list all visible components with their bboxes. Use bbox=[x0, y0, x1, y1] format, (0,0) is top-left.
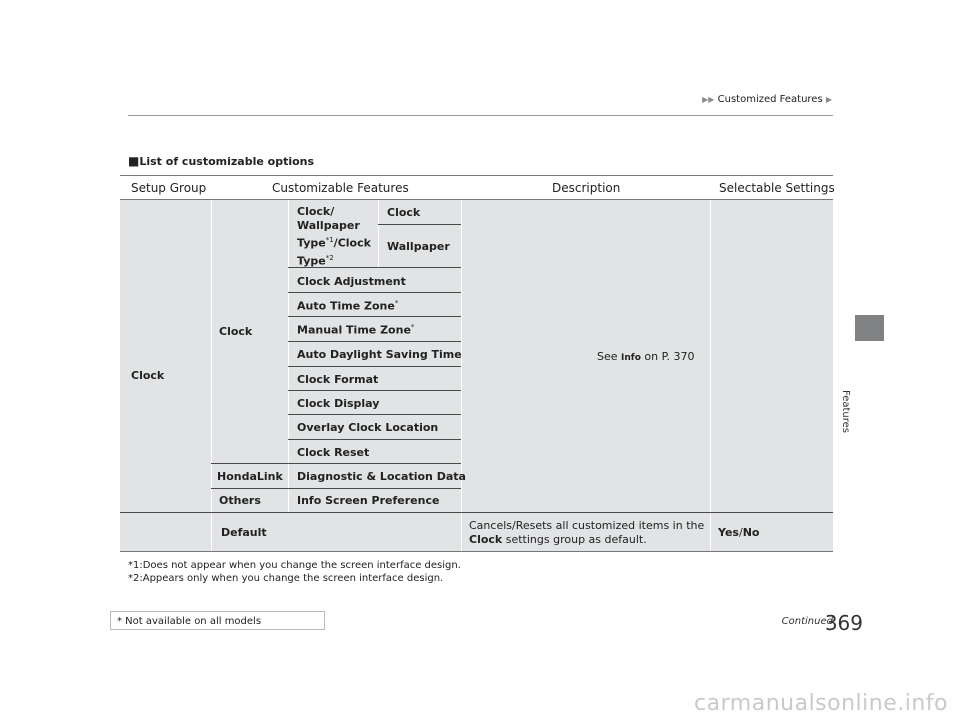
page-number: 369 bbox=[824, 611, 863, 635]
column-divider bbox=[378, 200, 379, 267]
row-rule bbox=[288, 390, 461, 391]
feature-auto-time-zone: Auto Time Zone* bbox=[297, 299, 399, 313]
feature-auto-daylight-saving-time: Auto Daylight Saving Time bbox=[297, 348, 462, 361]
breadcrumb-label: Customized Features bbox=[717, 94, 823, 105]
section-tab-marker bbox=[855, 315, 884, 341]
header-selectable-settings: Selectable Settings bbox=[719, 181, 835, 195]
header-rule bbox=[128, 115, 833, 116]
column-divider bbox=[288, 200, 289, 512]
feature-clock-format: Clock Format bbox=[297, 373, 379, 386]
footnote-1: *1:Does not appear when you change the screen interface design. bbox=[128, 560, 461, 571]
row-rule bbox=[288, 292, 461, 293]
column-divider bbox=[710, 200, 711, 551]
continued-label: Continued bbox=[781, 616, 833, 627]
heading-square-icon: ■ bbox=[128, 154, 140, 168]
table-body-clock bbox=[120, 200, 833, 512]
row-rule bbox=[211, 463, 461, 464]
info-reference-link[interactable]: Info bbox=[621, 353, 641, 363]
row-rule bbox=[211, 488, 461, 489]
row-rule bbox=[288, 439, 461, 440]
feature-info-screen-preference: Info Screen Preference bbox=[297, 494, 440, 507]
row-rule bbox=[378, 224, 461, 225]
table-bottom-rule bbox=[120, 551, 833, 552]
feature-clock-reset: Clock Reset bbox=[297, 446, 370, 459]
row-rule bbox=[288, 316, 461, 317]
default-settings: Yes/No bbox=[718, 526, 760, 539]
header-description: Description bbox=[552, 181, 621, 195]
feature-diagnostic-location-data: Diagnostic & Location Data bbox=[297, 470, 466, 483]
row-rule bbox=[120, 512, 833, 513]
column-divider bbox=[461, 200, 462, 551]
breadcrumb bbox=[702, 94, 832, 105]
footnote-2: *2:Appears only when you change the screen interface design. bbox=[128, 573, 444, 584]
subgroup-others: Others bbox=[219, 494, 261, 507]
breadcrumb-arrow-icon: ▶▶ bbox=[702, 95, 715, 104]
breadcrumb-end-arrow-icon: ▶ bbox=[825, 95, 832, 104]
subgroup-hondalink: HondaLink bbox=[217, 470, 283, 483]
default-description: Cancels/Resets all customized items in the Clock settings group as default. bbox=[469, 519, 705, 546]
header-customizable-features: Customizable Features bbox=[272, 181, 409, 195]
option-clock: Clock bbox=[387, 206, 421, 219]
watermark: carmanualsonline.info bbox=[694, 691, 948, 716]
feature-clock-adjustment: Clock Adjustment bbox=[297, 275, 406, 288]
header-setup-group: Setup Group bbox=[131, 181, 207, 195]
row-rule bbox=[288, 267, 461, 268]
column-divider bbox=[211, 200, 212, 551]
row-rule bbox=[288, 414, 461, 415]
subgroup-clock: Clock bbox=[219, 325, 253, 338]
section-tab-label: Features bbox=[840, 390, 851, 433]
feature-clock-display: Clock Display bbox=[297, 397, 380, 410]
option-wallpaper: Wallpaper bbox=[387, 240, 450, 253]
section-heading-text: List of customizable options bbox=[139, 155, 315, 168]
feature-overlay-clock-location: Overlay Clock Location bbox=[297, 421, 439, 434]
row-rule bbox=[288, 341, 461, 342]
model-availability-note: * Not available on all models bbox=[110, 611, 325, 630]
see-reference: See Info on P. 370 bbox=[597, 350, 695, 363]
row-rule bbox=[288, 366, 461, 367]
feature-manual-time-zone: Manual Time Zone* bbox=[297, 323, 415, 337]
default-label: Default bbox=[221, 526, 267, 539]
table-top-rule bbox=[120, 175, 833, 176]
setup-group-clock: Clock bbox=[131, 369, 165, 382]
section-heading bbox=[128, 154, 314, 168]
feature-clock-wallpaper-type: Clock/ Wallpaper Type$^{*1}$/Clock Type$^{*2}$ bbox=[297, 205, 371, 268]
